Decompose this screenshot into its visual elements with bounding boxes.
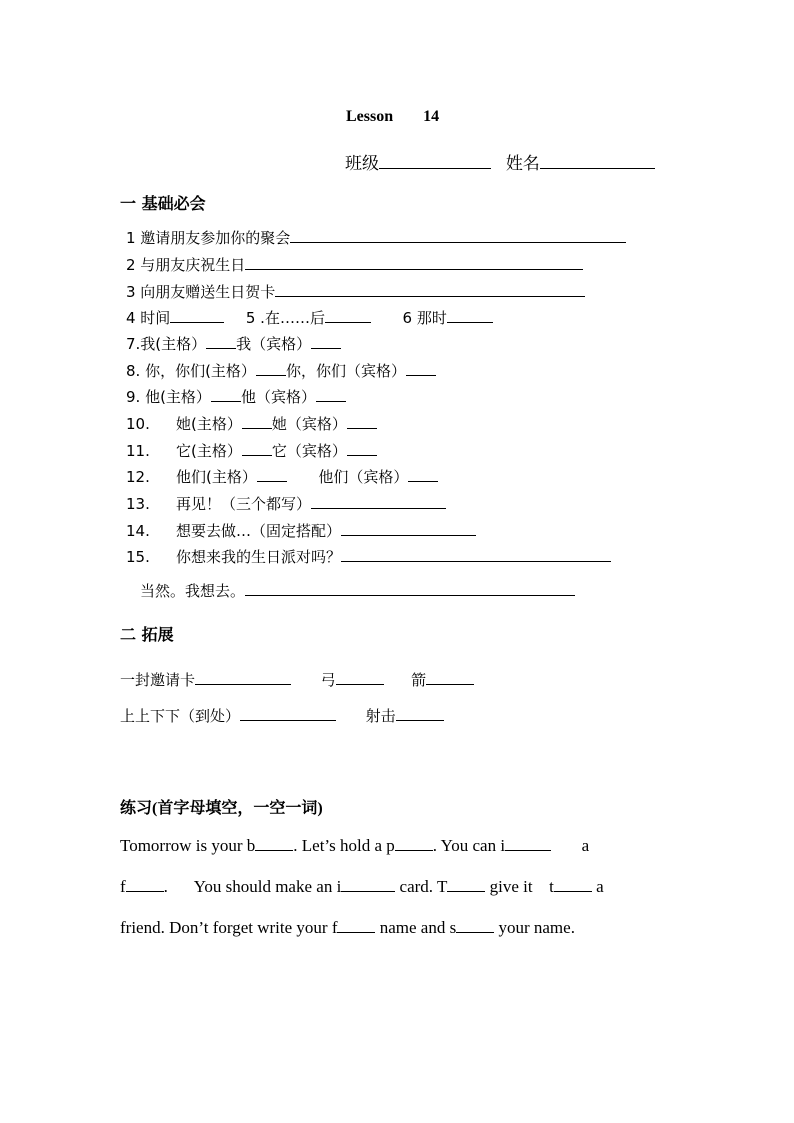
item-7 xyxy=(126,333,341,354)
blank[interactable] xyxy=(456,918,494,933)
item-14 xyxy=(126,520,476,541)
item-text: 她（宾格） xyxy=(271,415,347,433)
exercise-text: friend. Don’t forget write your f xyxy=(120,918,338,937)
item-text: 上上下下（到处） xyxy=(120,707,241,725)
extend-row-1 xyxy=(120,669,474,690)
item-text: 她(主格） xyxy=(176,415,242,433)
item-text: 5 .在……后 xyxy=(245,309,325,327)
exercise-text: Tomorrow is your b xyxy=(120,836,256,855)
item-text: 1 邀请朋友参加你的聚会 xyxy=(126,229,291,247)
exercise-text: You should make an i xyxy=(193,877,342,896)
blank[interactable] xyxy=(242,414,272,429)
item-13 xyxy=(126,493,446,514)
exercise-line-2 xyxy=(120,877,604,897)
blank[interactable] xyxy=(396,706,444,721)
exercise-text: give it xyxy=(489,877,533,896)
blank[interactable] xyxy=(341,877,395,892)
blank[interactable] xyxy=(245,581,575,596)
blank[interactable] xyxy=(257,467,287,482)
blank[interactable] xyxy=(256,361,286,376)
blank[interactable] xyxy=(206,334,236,349)
blank[interactable] xyxy=(505,836,551,851)
item-15 xyxy=(126,546,611,567)
item-text: 9. 他(主格） xyxy=(126,388,211,406)
exercise-line-1 xyxy=(120,836,589,856)
exercise-text: . Let’s hold a p xyxy=(293,836,395,855)
exercise-text: name and s xyxy=(379,918,457,937)
item-text: 6 那时 xyxy=(402,309,447,327)
section2-title: 二 拓展 xyxy=(120,625,174,644)
item-number: 12. xyxy=(126,468,150,486)
item-number: 11. xyxy=(126,442,150,460)
item-text: 你想来我的生日派对吗？ xyxy=(176,548,342,566)
item-text: 他们(主格） xyxy=(176,468,257,486)
class-name-row xyxy=(345,149,655,174)
blank[interactable] xyxy=(311,494,446,509)
item-text: 射击 xyxy=(365,707,396,725)
blank[interactable] xyxy=(316,387,346,402)
exercise-text: a xyxy=(581,836,590,855)
blank[interactable] xyxy=(170,308,224,323)
blank[interactable] xyxy=(336,670,384,685)
item-text: 他（宾格） xyxy=(240,388,316,406)
lesson-number: 14 xyxy=(423,108,440,125)
exercise-text: . xyxy=(163,877,168,896)
section1-title: 一 基础必会 xyxy=(120,194,206,213)
item-text: 它(主格） xyxy=(176,442,242,460)
blank[interactable] xyxy=(245,255,583,270)
blank[interactable] xyxy=(395,836,433,851)
item-text: 我（宾格） xyxy=(236,335,312,353)
item-text: 8. 你，你们(主格） xyxy=(126,362,256,380)
lesson-word: Lesson xyxy=(346,108,394,125)
class-blank[interactable] xyxy=(379,154,491,169)
item-text: 箭 xyxy=(411,671,427,689)
item-text: 7.我(主格） xyxy=(126,335,207,353)
blank[interactable] xyxy=(195,670,291,685)
blank[interactable] xyxy=(126,877,164,892)
item-number: 10. xyxy=(126,415,150,433)
item-text: 再见！（三个都写） xyxy=(176,495,312,513)
blank[interactable] xyxy=(337,918,375,933)
blank[interactable] xyxy=(408,467,438,482)
blank[interactable] xyxy=(255,836,293,851)
item-15-answer xyxy=(140,580,575,601)
exercise-text: . You can i xyxy=(432,836,506,855)
extend-row-2 xyxy=(120,705,444,726)
blank[interactable] xyxy=(211,387,241,402)
blank[interactable] xyxy=(311,334,341,349)
blank[interactable] xyxy=(347,441,377,456)
item-8 xyxy=(126,360,436,381)
blank[interactable] xyxy=(426,670,474,685)
item-10 xyxy=(126,413,377,434)
blank[interactable] xyxy=(341,547,611,562)
exercise-line-3 xyxy=(120,918,575,938)
item-3 xyxy=(126,281,585,302)
item-text: 你，你们（宾格） xyxy=(285,362,406,380)
item-text: 弓 xyxy=(320,671,336,689)
blank[interactable] xyxy=(554,877,592,892)
item-11 xyxy=(126,440,377,461)
item-text: 一封邀请卡 xyxy=(120,671,196,689)
exercise-title: 练习(首字母填空，一空一词) xyxy=(120,800,323,817)
exercise-text: card. T xyxy=(399,877,448,896)
item-number: 14. xyxy=(126,522,150,540)
item-text: 4 时间 xyxy=(126,309,171,327)
item-number: 13. xyxy=(126,495,150,513)
item-text: 3 向朋友赠送生日贺卡 xyxy=(126,283,276,301)
name-label: 姓名 xyxy=(505,154,540,174)
blank[interactable] xyxy=(447,308,493,323)
blank[interactable] xyxy=(447,877,485,892)
blank[interactable] xyxy=(242,441,272,456)
item-9 xyxy=(126,386,346,407)
blank[interactable] xyxy=(240,706,336,721)
item-1 xyxy=(126,227,626,248)
blank[interactable] xyxy=(341,521,476,536)
lesson-title xyxy=(346,108,439,126)
exercise-text: t xyxy=(549,877,554,896)
blank[interactable] xyxy=(325,308,371,323)
item-12 xyxy=(126,466,438,487)
blank[interactable] xyxy=(275,282,585,297)
exercise-text: f xyxy=(120,877,126,896)
blank[interactable] xyxy=(347,414,377,429)
item-4-6 xyxy=(126,307,493,328)
blank[interactable] xyxy=(406,361,436,376)
item-number: 15. xyxy=(126,548,150,566)
blank[interactable] xyxy=(290,228,626,243)
item-text: 想要去做…（固定搭配） xyxy=(176,522,342,540)
exercise-text: a xyxy=(596,877,604,896)
item-2 xyxy=(126,254,583,275)
class-label: 班级 xyxy=(345,154,379,174)
item-text: 他们（宾格） xyxy=(318,468,409,486)
item-text: 当然。我想去。 xyxy=(140,582,246,600)
exercise-text: your name. xyxy=(498,918,575,937)
name-blank[interactable] xyxy=(540,154,655,169)
item-text: 2 与朋友庆祝生日 xyxy=(126,256,246,274)
item-text: 它（宾格） xyxy=(271,442,347,460)
